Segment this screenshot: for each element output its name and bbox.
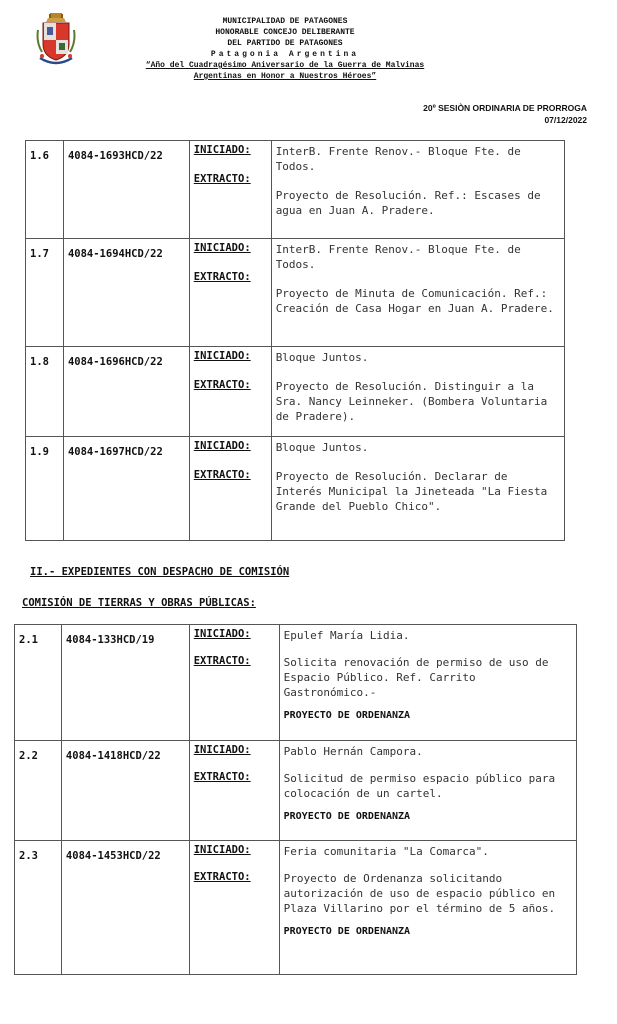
row-number: 2.3 xyxy=(19,850,38,862)
row-number: 2.1 xyxy=(19,634,38,646)
labels-cell xyxy=(189,741,279,841)
file-code-cell xyxy=(61,741,189,841)
iniciado-value: InterB. Frente Renov.- Bloque Fte. de Todos. xyxy=(275,145,521,173)
extracto-label: EXTRACTO: xyxy=(193,173,251,185)
header-line-district: DEL PARTIDO DE PATAGONES xyxy=(227,39,343,48)
dispatch-type: PROYECTO DE ORDENANZA xyxy=(283,926,411,937)
row-number-cell xyxy=(26,437,64,541)
session-date: 07/12/2022 xyxy=(544,115,587,125)
labels-cell xyxy=(189,437,271,541)
document-header xyxy=(100,16,470,82)
file-code-cell xyxy=(63,141,189,239)
row-number: 1.9 xyxy=(30,446,49,458)
file-code-cell xyxy=(61,841,189,975)
header-line-year-motto-2: Argentinas en Honor a Nuestros Héroes” xyxy=(193,72,377,81)
file-code-cell xyxy=(63,437,189,541)
table-row xyxy=(15,625,577,741)
file-code: 4084-133HCD/19 xyxy=(65,634,155,646)
row-number-cell xyxy=(26,239,64,347)
details-cell xyxy=(279,741,576,841)
row-number-cell xyxy=(26,347,64,437)
row-number-cell xyxy=(26,141,64,239)
labels-cell xyxy=(189,841,279,975)
extracto-value: Proyecto de Resolución. Ref.: Escases de agua en Juan A. Pradere. xyxy=(275,189,541,217)
file-code: 4084-1453HCD/22 xyxy=(65,850,161,862)
iniciado-label: INICIADO: xyxy=(193,440,251,452)
commission-title: COMISIÓN DE TIERRAS Y OBRAS PÚBLICAS: xyxy=(22,597,256,609)
table-row xyxy=(26,239,565,347)
labels-cell xyxy=(189,141,271,239)
iniciado-label: INICIADO: xyxy=(193,144,251,156)
row-number: 1.6 xyxy=(30,150,49,162)
iniciado-value: Feria comunitaria "La Comarca". xyxy=(283,845,489,858)
file-code-cell xyxy=(61,625,189,741)
details-cell xyxy=(271,347,564,437)
file-code: 4084-1694HCD/22 xyxy=(67,248,163,260)
session-info xyxy=(423,102,587,126)
header-line-region: Patagonia Argentina xyxy=(210,50,360,59)
extracto-label: EXTRACTO: xyxy=(193,271,251,283)
header-line-year-motto-1: “Año del Cuadragésimo Aniversario de la Guerra de Malvinas xyxy=(145,61,425,70)
file-code: 4084-1693HCD/22 xyxy=(67,150,163,162)
table-row xyxy=(15,741,577,841)
row-number-cell xyxy=(15,841,62,975)
extracto-label: EXTRACTO: xyxy=(193,469,251,481)
labels-cell xyxy=(189,625,279,741)
iniciado-label: INICIADO: xyxy=(193,628,251,640)
extracto-value: Solicitud de permiso espacio público para colocación de un cartel. xyxy=(283,772,556,800)
iniciado-value: Bloque Juntos. xyxy=(275,441,369,454)
session-title: 20º SESIÒN ORDINARIA DE PRORROGA xyxy=(423,103,587,113)
details-cell xyxy=(279,841,576,975)
expedientes-table-1 xyxy=(25,140,565,541)
iniciado-label: INICIADO: xyxy=(193,242,251,254)
row-number-cell xyxy=(15,625,62,741)
file-code-cell xyxy=(63,347,189,437)
municipal-crest-logo xyxy=(36,12,76,70)
extracto-label: EXTRACTO: xyxy=(193,379,251,391)
expedientes-table-2 xyxy=(14,624,577,975)
labels-cell xyxy=(189,347,271,437)
iniciado-value: Epulef María Lidia. xyxy=(283,629,410,642)
row-number: 2.2 xyxy=(19,750,38,762)
row-number: 1.8 xyxy=(30,356,49,368)
header-line-council: HONORABLE CONCEJO DELIBERANTE xyxy=(215,28,355,37)
file-code: 4084-1697HCD/22 xyxy=(67,446,163,458)
iniciado-value: Bloque Juntos. xyxy=(275,351,369,364)
file-code: 4084-1696HCD/22 xyxy=(67,356,163,368)
labels-cell xyxy=(189,239,271,347)
extracto-label: EXTRACTO: xyxy=(193,871,251,883)
extracto-value: Solicita renovación de permiso de uso de Espacio Público. Ref. Carrito Gastronómico.- xyxy=(283,656,549,699)
details-cell xyxy=(271,437,564,541)
extracto-value: Proyecto de Minuta de Comunicación. Ref.: Creación de Casa Hogar en Juan A. Pradere. xyxy=(275,287,554,315)
row-number-cell xyxy=(15,741,62,841)
row-number: 1.7 xyxy=(30,248,49,260)
file-code: 4084-1418HCD/22 xyxy=(65,750,161,762)
details-cell xyxy=(279,625,576,741)
table-row xyxy=(26,141,565,239)
details-cell xyxy=(271,141,564,239)
iniciado-value: Pablo Hernán Campora. xyxy=(283,745,423,758)
extracto-value: Proyecto de Ordenanza solicitando autorización de uso de espacio público en Plaza Villarino por el término de 5 años. xyxy=(283,872,556,915)
iniciado-label: INICIADO: xyxy=(193,844,251,856)
section-title-despacho: II.- EXPEDIENTES CON DESPACHO DE COMISIÓN xyxy=(30,566,290,578)
header-line-municipality: MUNICIPALIDAD DE PATAGONES xyxy=(222,17,348,26)
details-cell xyxy=(271,239,564,347)
extracto-value: Proyecto de Resolución. Declarar de Interés Municipal la Jineteada "La Fiesta Grande del Pueblo Chico". xyxy=(275,470,548,513)
iniciado-value: InterB. Frente Renov.- Bloque Fte. de Todos. xyxy=(275,243,521,271)
table-row xyxy=(26,437,565,541)
iniciado-label: INICIADO: xyxy=(193,350,251,362)
table-row xyxy=(26,347,565,437)
extracto-label: EXTRACTO: xyxy=(193,655,251,667)
extracto-value: Proyecto de Resolución. Distinguir a la Sra. Nancy Leinneker. (Bombera Voluntaria de Pradere). xyxy=(275,380,548,423)
dispatch-type: PROYECTO DE ORDENANZA xyxy=(283,710,411,721)
file-code-cell xyxy=(63,239,189,347)
table-row xyxy=(15,841,577,975)
iniciado-label: INICIADO: xyxy=(193,744,251,756)
dispatch-type: PROYECTO DE ORDENANZA xyxy=(283,811,411,822)
extracto-label: EXTRACTO: xyxy=(193,771,251,783)
